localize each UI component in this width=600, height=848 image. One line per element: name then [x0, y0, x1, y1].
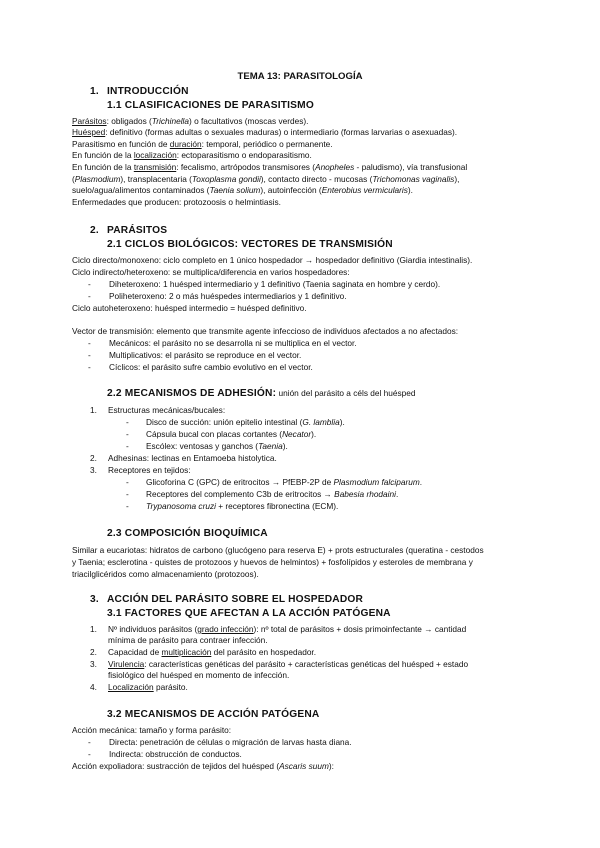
section-3-heading: 3. ACCIÓN DEL PARÁSITO SOBRE EL HOSPEDADOR [90, 594, 364, 605]
list-item: - Cíclicos: el parásito sufre cambio evolutivo en el vector. [88, 362, 313, 372]
numbered-item: 3. Virulencia: características genéticas del parásito + características genéticas del huésped + estado [90, 659, 469, 669]
section-1-heading: 1. INTRODUCCIÓN [90, 86, 189, 97]
transmision-line-3: suelo/agua/alimentos contaminados (Taenia solium), autoinfección (Enterobius vermicularis). [72, 185, 413, 195]
accion-expoliadora-line: Acción expoliadora: sustracción de tejidos del huésped (Ascaris suum): [72, 761, 334, 771]
list-item: - Poliheteroxeno: 2 o más huéspedes intermediarios y 1 definitivo. [88, 291, 347, 301]
subsection-3-1-heading: 3.1 FACTORES QUE AFECTAN A LA ACCIÓN PATÓGENA [107, 608, 391, 619]
huesped-line: Huésped: definitivo (formas adultas o sexuales maduras) o intermediario (formas larvarias o asexuadas). [72, 127, 458, 137]
numbered-item: 2. Capacidad de multiplicación del parásito en hospedador. [90, 647, 317, 657]
list-item: - Disco de succión: unión epitelio intestinal (G. lamblia). [126, 417, 345, 427]
subsection-2-3-heading: 2.3 COMPOSICIÓN BIOQUÍMICA [107, 528, 268, 539]
list-item: - Glicoforina C (GPC) de eritrocitos → PfEBP-2P de Plasmodium falciparum. [126, 477, 423, 487]
bioquimica-line-2: y Taenia; esclerotina - quistes de protozoos y huevos de helmintos) + fosfolípidos y esteroles de membrana y [72, 557, 473, 567]
subsection-2-2-heading: 2.2 MECANISMOS DE ADHESIÓN: unión del parásito a céls del huésped [107, 388, 416, 399]
section-2-heading: 2. PARÁSITOS [90, 225, 168, 236]
bioquimica-line-3: triacilglicéridos como almacenamiento (protozoos). [72, 569, 259, 579]
list-item: - Trypanosoma cruzi + receptores fibronectina (ECM). [126, 501, 339, 511]
list-item: - Cápsula bucal con placas cortantes (Necator). [126, 429, 317, 439]
duracion-line: Parasitismo en función de duración: temporal, periódico o permanente. [72, 139, 333, 149]
ciclo-autoheteroxeno-line: Ciclo autoheteroxeno: huésped intermedio = huésped definitivo. [72, 303, 307, 313]
list-item: - Escólex: ventosas y ganchos (Taenia). [126, 441, 288, 451]
list-item: - Receptores del complemento C3b de eritrocitos → Babesia rhodaini. [126, 489, 399, 499]
document-title: TEMA 13: PARASITOLOGÍA [237, 71, 363, 82]
ciclo-directo-line: Ciclo directo/monoxeno: ciclo completo en 1 único hospedador → hospedador definitivo (Giardia intestinalis). [72, 255, 473, 265]
bioquimica-line-1: Similar a eucariotas: hidratos de carbono (glucógeno para reserva E) + prots estructurales (queratina - cestodos [72, 545, 484, 555]
subsection-3-2-heading: 3.2 MECANISMOS DE ACCIÓN PATÓGENA [107, 709, 320, 720]
vector-line: Vector de transmisión: elemento que transmite agente infeccioso de individuos afectados a no afectados: [72, 326, 459, 336]
ciclo-indirecto-line: Ciclo indirecto/heteroxeno: se multiplica/diferencia en varios hospedadores: [72, 267, 350, 277]
subsection-1-1-heading: 1.1 CLASIFICACIONES DE PARASITISMO [107, 100, 314, 111]
enfermedades-line: Enfermedades que producen: protozoosis o helmintiasis. [72, 197, 281, 207]
numbered-item: 3. Receptores en tejidos: [90, 465, 191, 475]
parasitos-line: Parásitos: obligados (Trichinella) o facultativos (moscas verdes). [72, 116, 309, 126]
list-item: - Directa: penetración de células o migración de larvas hasta diana. [88, 737, 352, 747]
numbered-item: 1. Nº individuos parásitos (grado infección): nº total de parásitos + dosis primoinfectante → cantidad [90, 624, 467, 634]
numbered-item-continuation: mínima de parásito para contraer infección. [108, 635, 268, 645]
numbered-item: 2. Adhesinas: lectinas en Entamoeba histolytica. [90, 453, 277, 463]
subsection-2-1-heading: 2.1 CICLOS BIOLÓGICOS: VECTORES DE TRANSMISIÓN [107, 239, 393, 250]
list-item: - Diheteroxeno: 1 huésped intermediario y 1 definitivo (Taenia saginata en hombre y cerdo). [88, 279, 441, 289]
transmision-line-2: (Plasmodium), transplacentaria (Toxoplasma gondii), contacto directo - mucosas (Trichomonas vaginalis), [72, 174, 460, 184]
transmision-line-1: En función de la transmisión: fecalismo, artrópodos transmisores (Anopheles - paludismo), vía transfusional [72, 162, 468, 172]
list-item: - Mecánicos: el parásito no se desarrolla ni se multiplica en el vector. [88, 338, 357, 348]
localizacion-line: En función de la localización: ectoparasitismo o endoparasitismo. [72, 150, 312, 160]
list-item: - Indirecta: obstrucción de conductos. [88, 749, 242, 759]
numbered-item-continuation: fisiológico del huésped en momento de infección. [108, 670, 290, 680]
accion-mecanica-line: Acción mecánica: tamaño y forma parásito: [72, 725, 232, 735]
numbered-item: 4. Localización parásito. [90, 682, 188, 692]
list-item: - Multiplicativos: el parásito se reproduce en el vector. [88, 350, 302, 360]
numbered-item: 1. Estructuras mecánicas/bucales: [90, 405, 226, 415]
